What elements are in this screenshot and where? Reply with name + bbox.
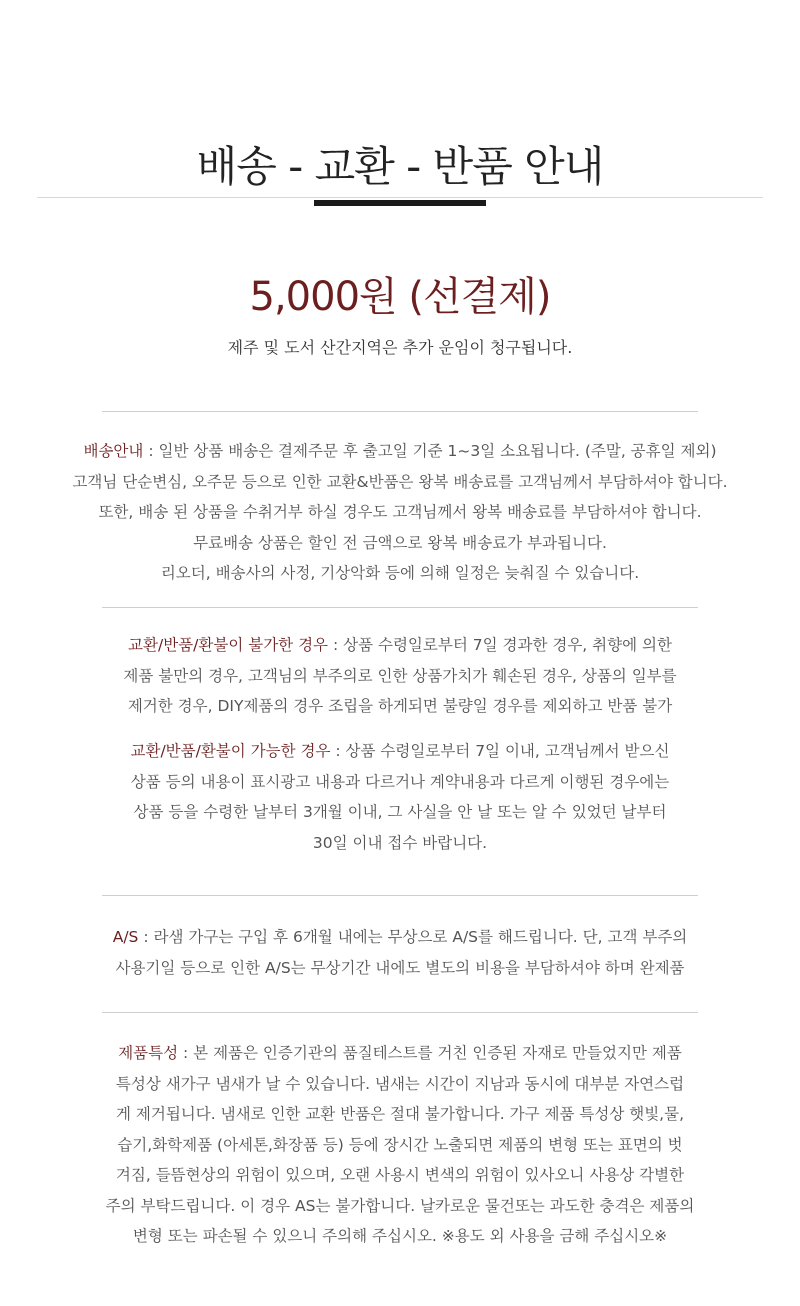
text-line: 사용기일 등으로 인한 A/S는 무상기간 내에도 별도의 비용을 부담하셔야 하며 완제품 bbox=[115, 958, 685, 977]
return-allowed-section bbox=[40, 736, 760, 858]
text-line: 30일 이내 접수 바랍니다. bbox=[312, 833, 488, 852]
text-line: 배송안내 : 일반 상품 배송은 결제주문 후 출고일 기준 1~3일 소요됩니다. (주말, 공휴일 제외) bbox=[83, 442, 717, 460]
product-features-section bbox=[40, 1038, 760, 1252]
section-divider bbox=[102, 607, 698, 608]
text-line: 겨짐, 들뜸현상의 위험이 있으며, 오랜 사용시 변색의 위험이 있사오니 사용상 각별한 bbox=[115, 1166, 685, 1184]
text-line: 리오더, 배송사의 사정, 기상악화 등에 의해 일정은 늦춰질 수 있습니다. bbox=[160, 564, 640, 582]
page-title: 배송 - 교환 - 반품 안내 bbox=[196, 142, 604, 191]
section-divider bbox=[102, 895, 698, 896]
text-line: 습기,화학제품 (아세톤,화장품 등) 등에 장시간 노출되면 제품의 변형 또는 표면의 벗 bbox=[117, 1135, 683, 1154]
text-line: 고객님 단순변심, 오주문 등으로 인한 교환&반품은 왕복 배송료를 고객님께서 부담하셔야 합니다. bbox=[72, 472, 728, 491]
shipping-price-note: 제주 및 도서 산간지역은 추가 운임이 청구됩니다. bbox=[227, 338, 573, 357]
after-service-label: A/S bbox=[112, 928, 139, 946]
text-line: 변형 또는 파손될 수 있으니 주의해 주십시오. ※용도 외 사용을 금해 주십시오※ bbox=[132, 1227, 668, 1245]
text-line: 특성상 새가구 냄새가 날 수 있습니다. 냄새는 시간이 지남과 동시에 대부분 자연스럽 bbox=[115, 1074, 685, 1093]
text-line: 상품 등을 수령한 날부터 3개월 이내, 그 사실을 안 날 또는 알 수 있었던 날부터 bbox=[133, 803, 667, 821]
section-divider bbox=[102, 411, 698, 412]
after-service-section bbox=[40, 922, 760, 983]
return-allowed-label: 교환/반품/환불이 가능한 경우 bbox=[130, 742, 331, 760]
title-divider bbox=[37, 197, 763, 198]
text-line: 무료배송 상품은 할인 전 금액으로 왕복 배송료가 부과됩니다. bbox=[193, 533, 607, 552]
shipping-info-label: 배송안내 bbox=[83, 442, 144, 460]
text-line: 제품 불만의 경우, 고객님의 부주의로 인한 상품가치가 훼손된 경우, 상품의 일부를 bbox=[123, 666, 677, 685]
text-line: 제거한 경우, DIY제품의 경우 조립을 하게되면 불량일 경우를 제외하고 반품 불가 bbox=[127, 697, 673, 715]
product-features-label: 제품특성 bbox=[118, 1044, 179, 1062]
title-accent-bar bbox=[314, 200, 486, 206]
text-line: 제품특성 : 본 제품은 인증기관의 품질테스트를 거친 인증된 자재로 만들었지만 제품 bbox=[118, 1044, 682, 1062]
shipping-info-section bbox=[40, 436, 760, 589]
text-line: 교환/반품/환불이 불가한 경우 : 상품 수령일로부터 7일 경과한 경우, 취향에 의한 bbox=[128, 636, 672, 654]
text-line: 주의 부탁드립니다. 이 경우 AS는 불가합니다. 날카로운 물건또는 과도한 충격은 제품의 bbox=[105, 1196, 695, 1215]
return-not-allowed-section bbox=[40, 630, 760, 722]
text-line: 또한, 배송 된 상품을 수취거부 하실 경우도 고객님께서 왕복 배송료를 부담하셔야 합니다. bbox=[98, 503, 702, 521]
return-not-allowed-label: 교환/반품/환불이 불가한 경우 bbox=[128, 636, 329, 654]
text-line: 게 제거됩니다. 냄새로 인한 교환 반품은 절대 불가합니다. 가구 제품 특성상 햇빛,물, bbox=[115, 1105, 685, 1123]
text-line: 상품 등의 내용이 표시광고 내용과 다르거나 계약내용과 다르게 이행된 경우에는 bbox=[130, 772, 670, 791]
section-divider bbox=[102, 1012, 698, 1013]
text-line: A/S : 라샘 가구는 구입 후 6개월 내에는 무상으로 A/S를 해드립니다. 단, 고객 부주의 bbox=[112, 928, 688, 946]
text-line: 교환/반품/환불이 가능한 경우 : 상품 수령일로부터 7일 이내, 고객님께서 받으신 bbox=[130, 742, 670, 760]
shipping-price: 5,000원 (선결제) bbox=[249, 274, 551, 320]
